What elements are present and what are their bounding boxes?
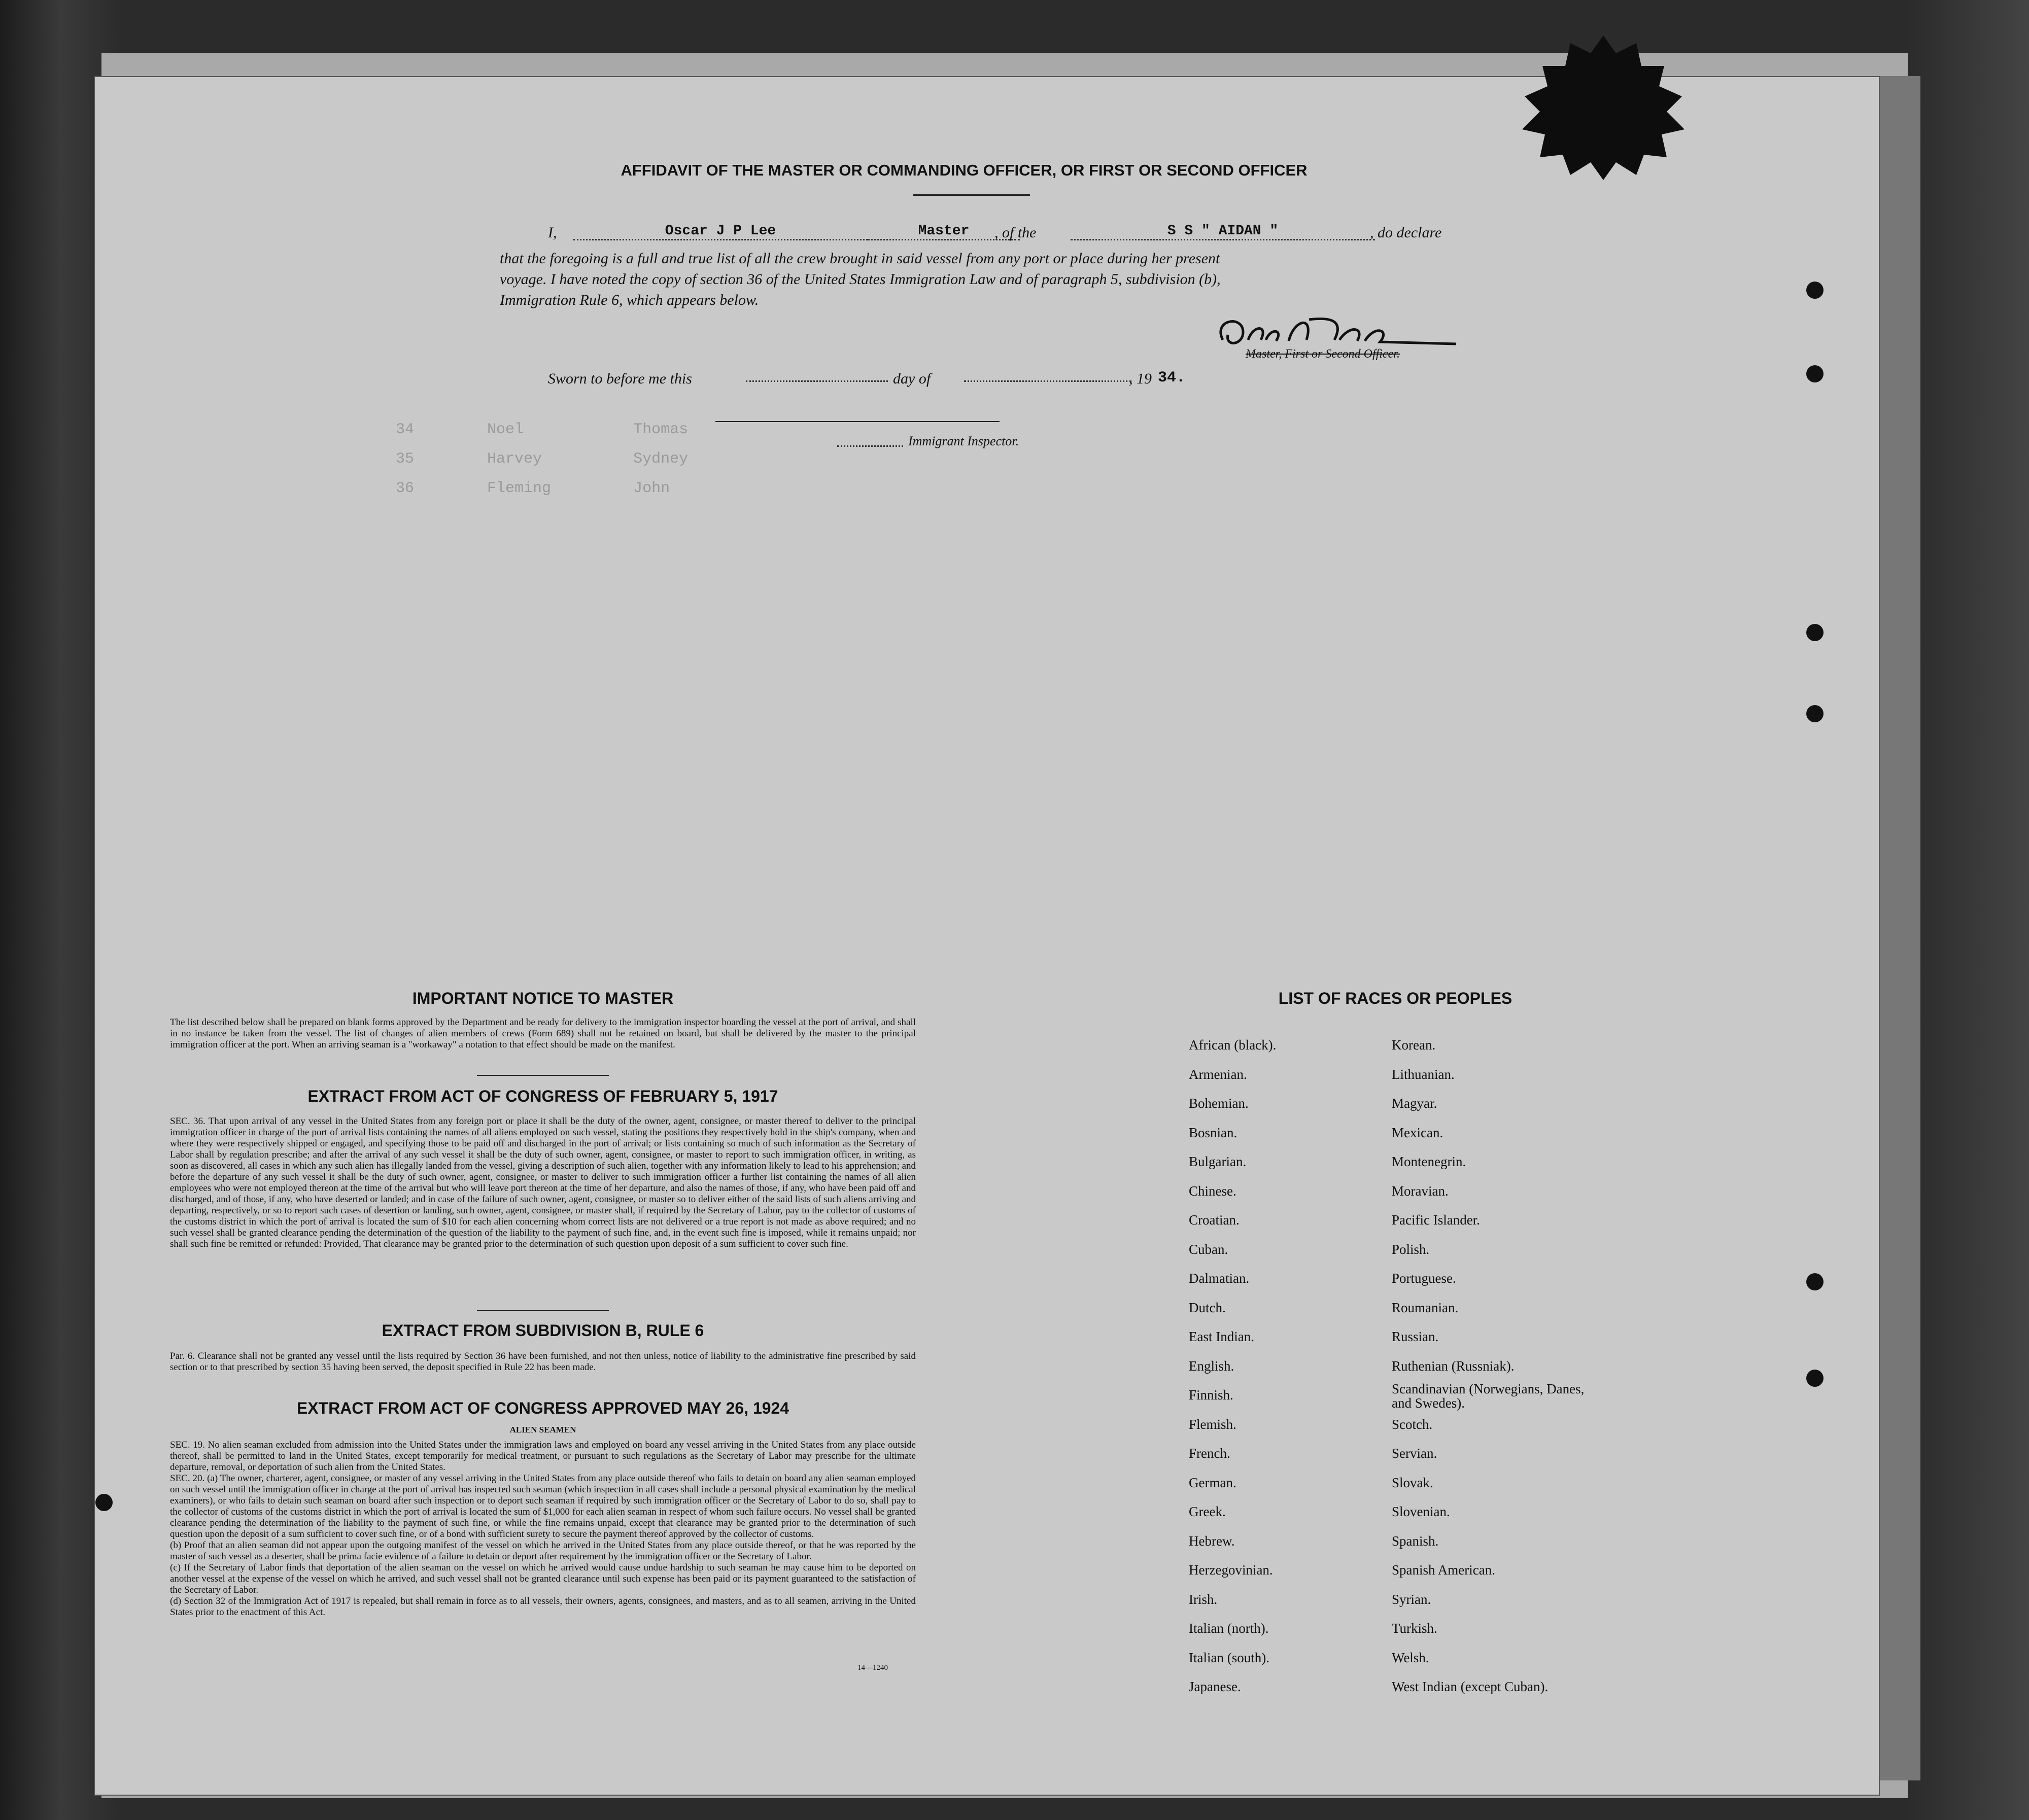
divider — [477, 1310, 609, 1311]
punch-hole-icon — [1806, 1370, 1824, 1387]
race-item: Slovak. — [1392, 1475, 1433, 1490]
sec-20d-text: (d) Section 32 of the Immigration Act of 1917 is repealed, but shall remain in force as to all vessels, their owners, agents, consignees, and masters, and as to all seamen, arriving in the United States prior to the enactment of this Act. — [170, 1596, 916, 1618]
do-declare-text: , do declare — [1370, 224, 1442, 241]
inspector-label: Immigrant Inspector. — [908, 434, 1019, 448]
race-item: Herzegovinian. — [1189, 1562, 1273, 1578]
race-item: Turkish. — [1392, 1621, 1437, 1636]
race-item: Flemish. — [1189, 1416, 1236, 1432]
race-item: Cuban. — [1189, 1241, 1228, 1257]
race-item: Welsh. — [1392, 1650, 1429, 1665]
inspector-dots — [837, 445, 903, 447]
divider — [913, 194, 1030, 196]
race-item: Bosnian. — [1189, 1125, 1237, 1140]
year-field: 34. — [1158, 369, 1186, 387]
of-the-text: , of the — [994, 224, 1037, 241]
race-item: English. — [1189, 1358, 1234, 1374]
race-item: West Indian (except Cuban). — [1392, 1679, 1549, 1694]
punch-hole-icon — [1806, 705, 1824, 722]
extract-1917-text: SEC. 36. That upon arrival of any vessel in the United States from any foreign port or place it shall be the duty of the owner, agent, consignee, or master thereof to deliver to the principal immigration officer in charge of the port of arrival lists containing the names of all aliens employed on such vessel, stating the positions they respectively hold in the ship's company, when and where they were respectively shipped or engaged, and specifying those to be paid off and discharged in the port of arrival; or lists containing so much of such information as the Secretary of Labor shall by regulation prescribe; and after the arrival of any such vessel it shall be the duty of such owner, agent, consignee, or master to report to such immigration officer, in writing, as soon as discovered, all cases in which any such alien has illegally landed from the vessel, giving a description of such alien, together with any information likely to lead to his apprehension; and before the departure of any such vessel it shall be the duty of such owner, agent, consignee, or master to deliver to such immigration officer a further list containing the names of all alien employees who were not employed thereon at the time of the arrival but who will leave port thereon at the time of her departure, and also the names of those, if any, who have been paid off and discharged, and of those, if any, who have deserted or landed; and in case of the failure of such owner, agent, consignee, or master so to deliver either of the said lists of such aliens arriving and departing, respectively, or so to report such cases of desertion or landing, such owner, agent, consignee, or master shall, if required by the Secretary of Labor, pay to the collector of customs of the customs district in which the port of arrival is located the sum of $10 for each alien concerning whom correct lists are not delivered or a true report is not made as above required; and no such vessel shall be granted clearance pending the determination of the question of the liability to the payment of such fine, and, in the event such fine is imposed, while it remains unpaid; nor shall such fine be remitted or refunded: Provided, That clearance may be granted prior to the determination of such question upon deposit of a sum sufficient to cover such fine. — [170, 1116, 916, 1249]
race-item: Montenegrin. — [1392, 1154, 1466, 1169]
divider — [477, 1075, 609, 1076]
year-prefix: , 19 — [1129, 370, 1152, 387]
extract-rule6-title: EXTRACT FROM SUBDIVISION B, RULE 6 — [382, 1321, 704, 1340]
race-item: Scotch. — [1392, 1416, 1433, 1432]
race-item: East Indian. — [1189, 1329, 1254, 1344]
race-item: Ruthenian (Russniak). — [1392, 1358, 1515, 1374]
race-item: Croatian. — [1189, 1212, 1240, 1228]
extract-1924-subtitle: ALIEN SEAMEN — [509, 1425, 576, 1434]
master-name-field: Oscar J P Lee — [573, 223, 868, 240]
sec-20b-text: (b) Proof that an alien seaman did not appear upon the outgoing manifest of the vessel on which he arrived in the United States from any place outside thereof, or that he was reported by the master of such vessel as a deserter, shall be prima facie evidence of a failure to detain or deport after requirement by the immigration officer or the Secretary of Labor. — [170, 1540, 916, 1562]
affidavit-title: AFFIDAVIT OF THE MASTER OR COMMANDING OFFICER, OR FIRST OR SECOND OFFICER — [621, 161, 1308, 179]
race-item: Chinese. — [1189, 1183, 1236, 1199]
race-item: German. — [1189, 1475, 1236, 1490]
race-item: Spanish. — [1392, 1533, 1439, 1549]
extract-1924-title: EXTRACT FROM ACT OF CONGRESS APPROVED MAY 26, 1924 — [296, 1399, 789, 1417]
punch-hole-icon — [1806, 282, 1824, 299]
race-item: Korean. — [1392, 1037, 1436, 1053]
race-item: Spanish American. — [1392, 1562, 1495, 1578]
punch-hole-icon — [1806, 365, 1824, 382]
race-item: Scandinavian (Norwegians, Danes, and Swedes). — [1392, 1381, 1585, 1411]
race-item: Finnish. — [1189, 1387, 1233, 1403]
race-item: Armenian. — [1189, 1066, 1247, 1082]
right-binding-edge — [1880, 76, 1920, 1780]
punch-hole-icon — [1806, 1273, 1824, 1290]
race-item: Mexican. — [1392, 1125, 1443, 1140]
race-item: Syrian. — [1392, 1591, 1431, 1607]
notice-title: IMPORTANT NOTICE TO MASTER — [412, 989, 674, 1007]
race-item: Italian (north). — [1189, 1621, 1269, 1636]
race-item: Moravian. — [1392, 1183, 1449, 1199]
races-title: LIST OF RACES OR PEOPLES — [1278, 989, 1512, 1007]
race-item: Slovenian. — [1392, 1504, 1450, 1519]
sec-19-text: SEC. 19. No alien seaman excluded from admission into the United States under the immigration laws and employed on board any vessel arriving in the United States from any place outside thereof, shall be permitted to land in the United States, except temporarily for medical treatment, or pursuant to such regulations as the Secretary of Labor may prescribe for the ultimate departure, removal, or deportation of such alien from the United States. — [170, 1440, 916, 1473]
race-item: Pacific Islander. — [1392, 1212, 1480, 1228]
race-item: Servian. — [1392, 1446, 1437, 1461]
sec-20a-text: SEC. 20. (a) The owner, charterer, agent, consignee, or master of any vessel arriving in the United States from any place outside thereof who fails to detain on board any alien seaman employed on such vessel until the immigration officer in charge at the port of arrival has inspected such seaman (which inspection in all cases shall include a personal physical examination by the medical examiners), or who fails to detain such seaman on board after such inspection or to deport such seaman if required by such immigration officer or the Secretary of Labor to do so, shall pay to the collector of customs of the customs district in which the port of arrival is located the sum of $1,000 for each alien seaman in respect of whom such failure occurs. No vessel shall be granted clearance pending the determination of the liability to the payment of such fine, or while the fine remains unpaid, except that clearance may be granted prior to the determination of such question upon the deposit of a sum sufficient to cover such fine, or of a bond with sufficient surety to secure the payment thereof approved by the collector of customs. — [170, 1473, 916, 1539]
race-item: Polish. — [1392, 1241, 1430, 1257]
sworn-day-field — [746, 380, 888, 382]
sec-20c-text: (c) If the Secretary of Labor finds that deportation of the alien seaman on the vessel on which he arrived would cause undue hardship to such seaman he may cause him to be deported on another vessel at the expense of the vessel on which he arrived, and such vessel shall not be granted clearance until such expense has been paid or its payment guaranteed to the satisfaction of the Secretary of Labor. — [170, 1562, 916, 1595]
punch-hole-icon — [95, 1494, 113, 1511]
extract-1917-title: EXTRACT FROM ACT OF CONGRESS OF FEBRUARY 5, 1917 — [307, 1087, 778, 1105]
race-item: African (black). — [1189, 1037, 1277, 1053]
bleed-through-text: 34 Noel Thomas 35 Harvey Sydney 36 Fleming John — [396, 421, 689, 497]
races-column-2 — [1392, 1031, 1605, 1702]
race-item: Dutch. — [1189, 1300, 1226, 1315]
vessel-field: S S " AIDAN " — [1071, 223, 1375, 240]
race-item: Portuguese. — [1392, 1271, 1456, 1286]
race-item: Roumanian. — [1392, 1300, 1459, 1315]
race-item: Bohemian. — [1189, 1096, 1249, 1111]
affidavit-intro: I, — [548, 224, 557, 241]
extract-1924-body — [170, 1440, 916, 1618]
sworn-text: Sworn to before me this — [548, 370, 692, 387]
race-item: Dalmatian. — [1189, 1271, 1250, 1286]
race-item: Hebrew. — [1189, 1533, 1235, 1549]
embossed-seal-icon — [1512, 30, 1695, 183]
inspector-signature-line — [715, 421, 1000, 422]
race-item: Russian. — [1392, 1329, 1439, 1344]
day-of-text: day of — [893, 370, 931, 387]
form-number: 14—1240 — [857, 1664, 888, 1672]
race-item: Greek. — [1189, 1504, 1226, 1519]
race-item: French. — [1189, 1446, 1230, 1461]
race-item: Magyar. — [1392, 1096, 1437, 1111]
sworn-month-field — [964, 380, 1131, 382]
races-column-1 — [1189, 1031, 1382, 1702]
race-item: Japanese. — [1189, 1679, 1241, 1694]
affidavit-line-4: Immigration Rule 6, which appears below. — [500, 292, 759, 308]
race-item: Lithuanian. — [1392, 1066, 1455, 1082]
notice-text: The list described below shall be prepared on blank forms approved by the Department and be ready for delivery to the immigration inspector boarding the vessel at the port of arrival, and shall in no instance be taken from the vessel. The list of changes of alien members of crews (Form 689) shall not be retained on board, but shall be delivered by the master to the principal immigration officer at the port. When an arriving seaman is a "workaway" a notation to that effect should be made on the manifest. — [170, 1017, 916, 1050]
race-item: Italian (south). — [1189, 1650, 1269, 1665]
punch-hole-icon — [1806, 624, 1824, 641]
race-item: Bulgarian. — [1189, 1154, 1247, 1169]
race-item: Irish. — [1189, 1591, 1218, 1607]
affidavit-line-3: voyage. I have noted the copy of section 36 of the United States Immigration Law and of paragraph 5, subdivision (b), — [500, 271, 1221, 288]
signature-caption: Master, First or Second Officer. — [1246, 347, 1400, 361]
rank-field: Master — [868, 223, 1020, 240]
extract-rule6-text: Par. 6. Clearance shall not be granted any vessel until the lists required by Section 36 have been furnished, and not then unless, notice of liability to the administrative fine prescribed by said section or to that prescribed by section 35 having been served, the deposit specified in Rule 22 has been made. — [170, 1351, 916, 1373]
affidavit-line-2: that the foregoing is a full and true list of all the crew brought in said vessel from any port or place during her present — [500, 250, 1220, 267]
